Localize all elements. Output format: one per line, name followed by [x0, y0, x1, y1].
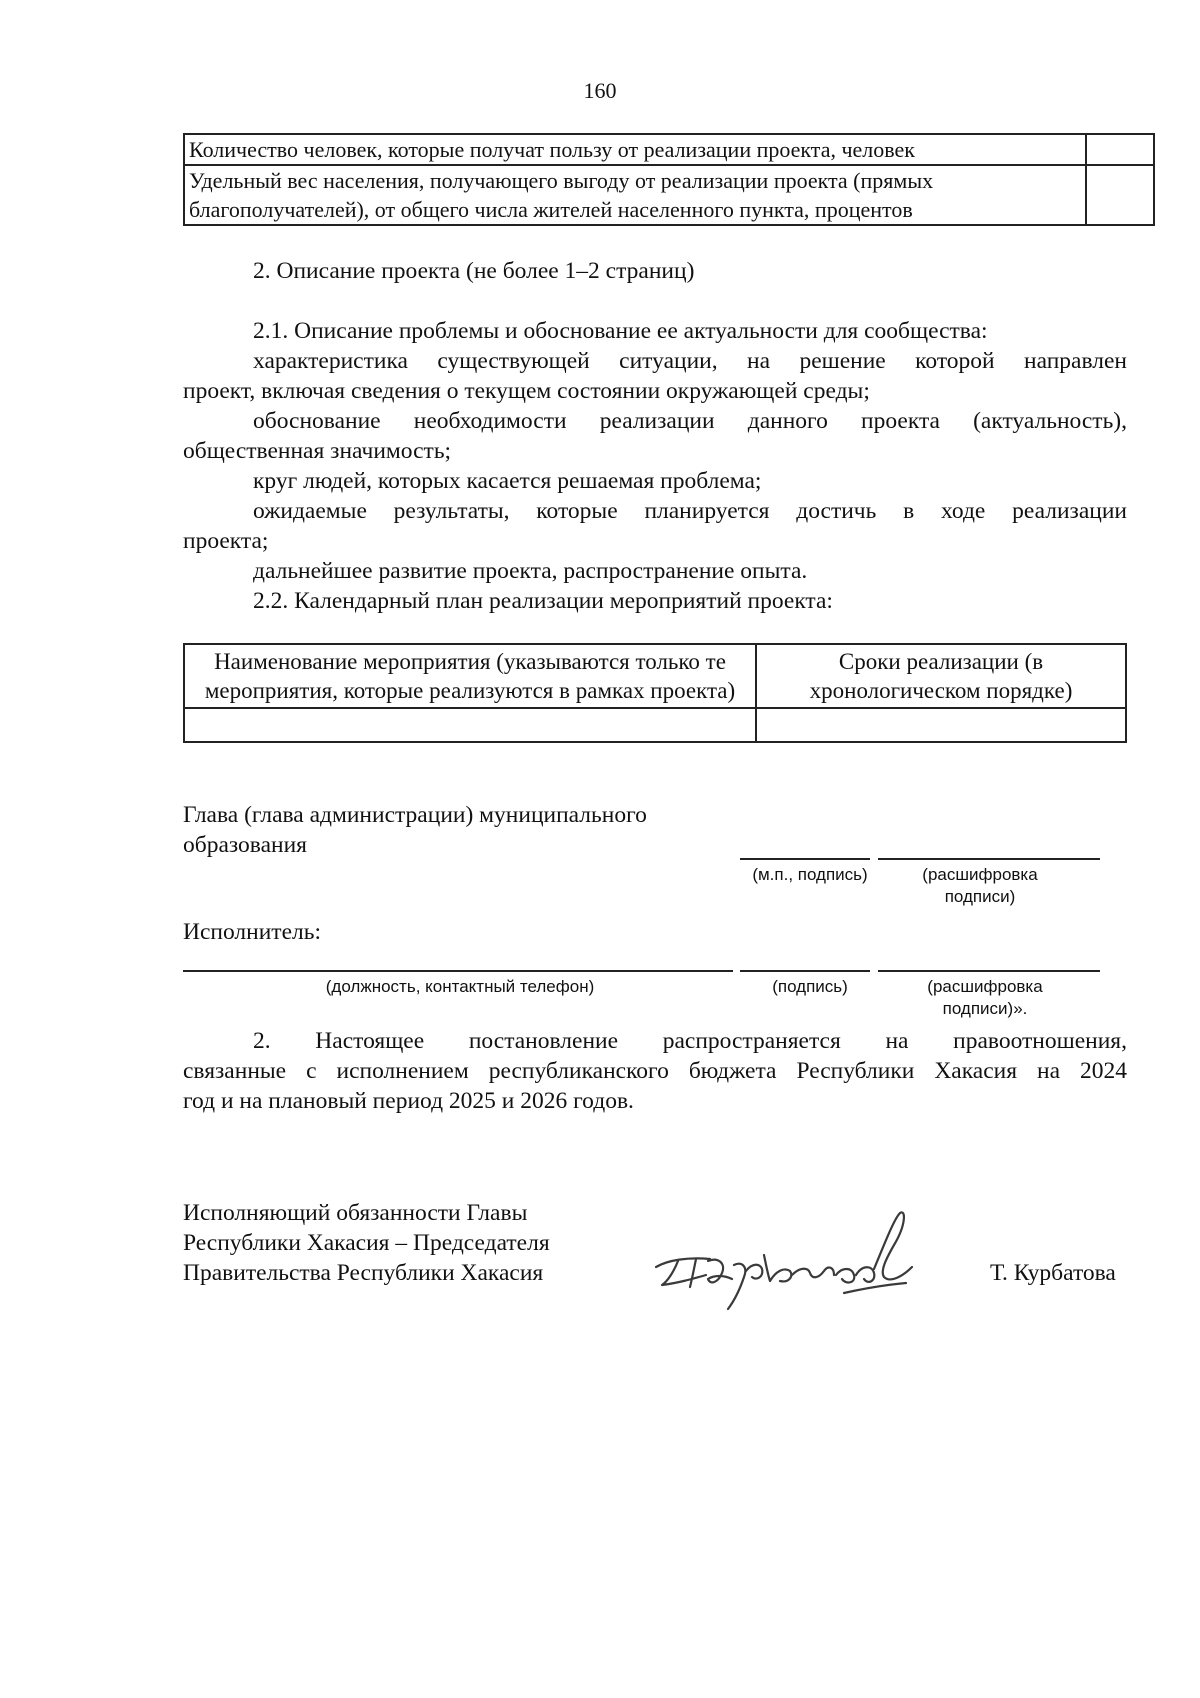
signature-decode-caption: (расшифровка подписи)». — [927, 977, 1043, 1018]
clause-2-line: год и на плановый период 2025 и 2026 годов. — [183, 1088, 634, 1114]
column-header-activity: Наименование мероприятия (указываются только те мероприятия, которые реализуются в рамках проекта) — [184, 644, 756, 708]
column-header-dates: Сроки реализации (в хронологическом порядке) — [756, 644, 1126, 708]
section-item-first-line: дальнейшее развитие проекта, распространение опыта. — [253, 558, 808, 584]
section-item-first-line: круг людей, которых касается решаемая проблема; — [253, 468, 762, 494]
calendar-plan-table — [183, 643, 1127, 743]
section-2-2-title: 2.2. Календарный план реализации мероприятий проекта: — [253, 588, 833, 614]
table-row — [184, 165, 1154, 225]
table-cell — [184, 708, 756, 742]
indicator-value — [1086, 134, 1154, 165]
executor-label: Исполнитель: — [183, 919, 321, 945]
indicator-label: Количество человек, которые получат пользу от реализации проекта, человек — [184, 134, 1086, 165]
section-item-first-line: характеристика существующей ситуации, на решение которой направлен — [253, 348, 1127, 374]
signatory-title-line: Правительства Республики Хакасия — [183, 1260, 544, 1286]
clause-2-first-line: 2. Настоящее постановление распространяется на правоотношения, — [253, 1028, 1127, 1054]
section-2-title: 2. Описание проекта (не более 1–2 страниц) — [253, 258, 695, 284]
position-phone-caption: (должность, контактный телефон) — [325, 977, 595, 996]
page-number: 160 — [583, 78, 617, 103]
table-row — [184, 134, 1154, 165]
clause-2-line: связанные с исполнением республиканского бюджета Республики Хакасия на 2024 — [183, 1058, 1127, 1084]
signature-line — [740, 970, 870, 972]
signature-line — [740, 858, 870, 860]
signature-line — [183, 970, 733, 972]
signature-caption: (подпись) — [772, 977, 848, 996]
signature-line — [878, 858, 1100, 860]
section-2-1-title: 2.1. Описание проблемы и обоснование ее актуальности для сообщества: — [253, 318, 988, 344]
signatory-name: Т. Курбатова — [990, 1260, 1116, 1286]
section-item-first-line: ожидаемые результаты, которые планируется достичь в ходе реализации — [253, 498, 1127, 524]
section-item-first-line: обоснование необходимости реализации данного проекта (актуальность), — [253, 408, 1127, 434]
signatory-title-line: Республики Хакасия – Председателя — [183, 1230, 550, 1256]
indicator-value — [1086, 165, 1154, 225]
handwritten-signature — [648, 1205, 928, 1315]
indicator-label: Удельный вес населения, получающего выгоду от реализации проекта (прямых благополучателей), от общего числа жителей населенного пункта, процентов — [184, 165, 1086, 225]
indicators-table — [183, 133, 1155, 226]
section-item-rest: общественная значимость; — [183, 438, 452, 464]
table-header-row — [184, 644, 1126, 708]
signature-line — [878, 970, 1100, 972]
section-item-rest: проекта; — [183, 528, 269, 554]
table-row — [184, 708, 1126, 742]
signature-decode-caption: (расшифровка подписи) — [922, 865, 1038, 906]
section-item-rest: проект, включая сведения о текущем состоянии окружающей среды; — [183, 378, 870, 404]
stamp-signature-caption: (м.п., подпись) — [752, 865, 868, 884]
head-of-municipality-label: Глава (глава администрации) муниципального образования — [183, 802, 647, 858]
signatory-title-line: Исполняющий обязанности Главы — [183, 1200, 528, 1226]
table-cell — [756, 708, 1126, 742]
